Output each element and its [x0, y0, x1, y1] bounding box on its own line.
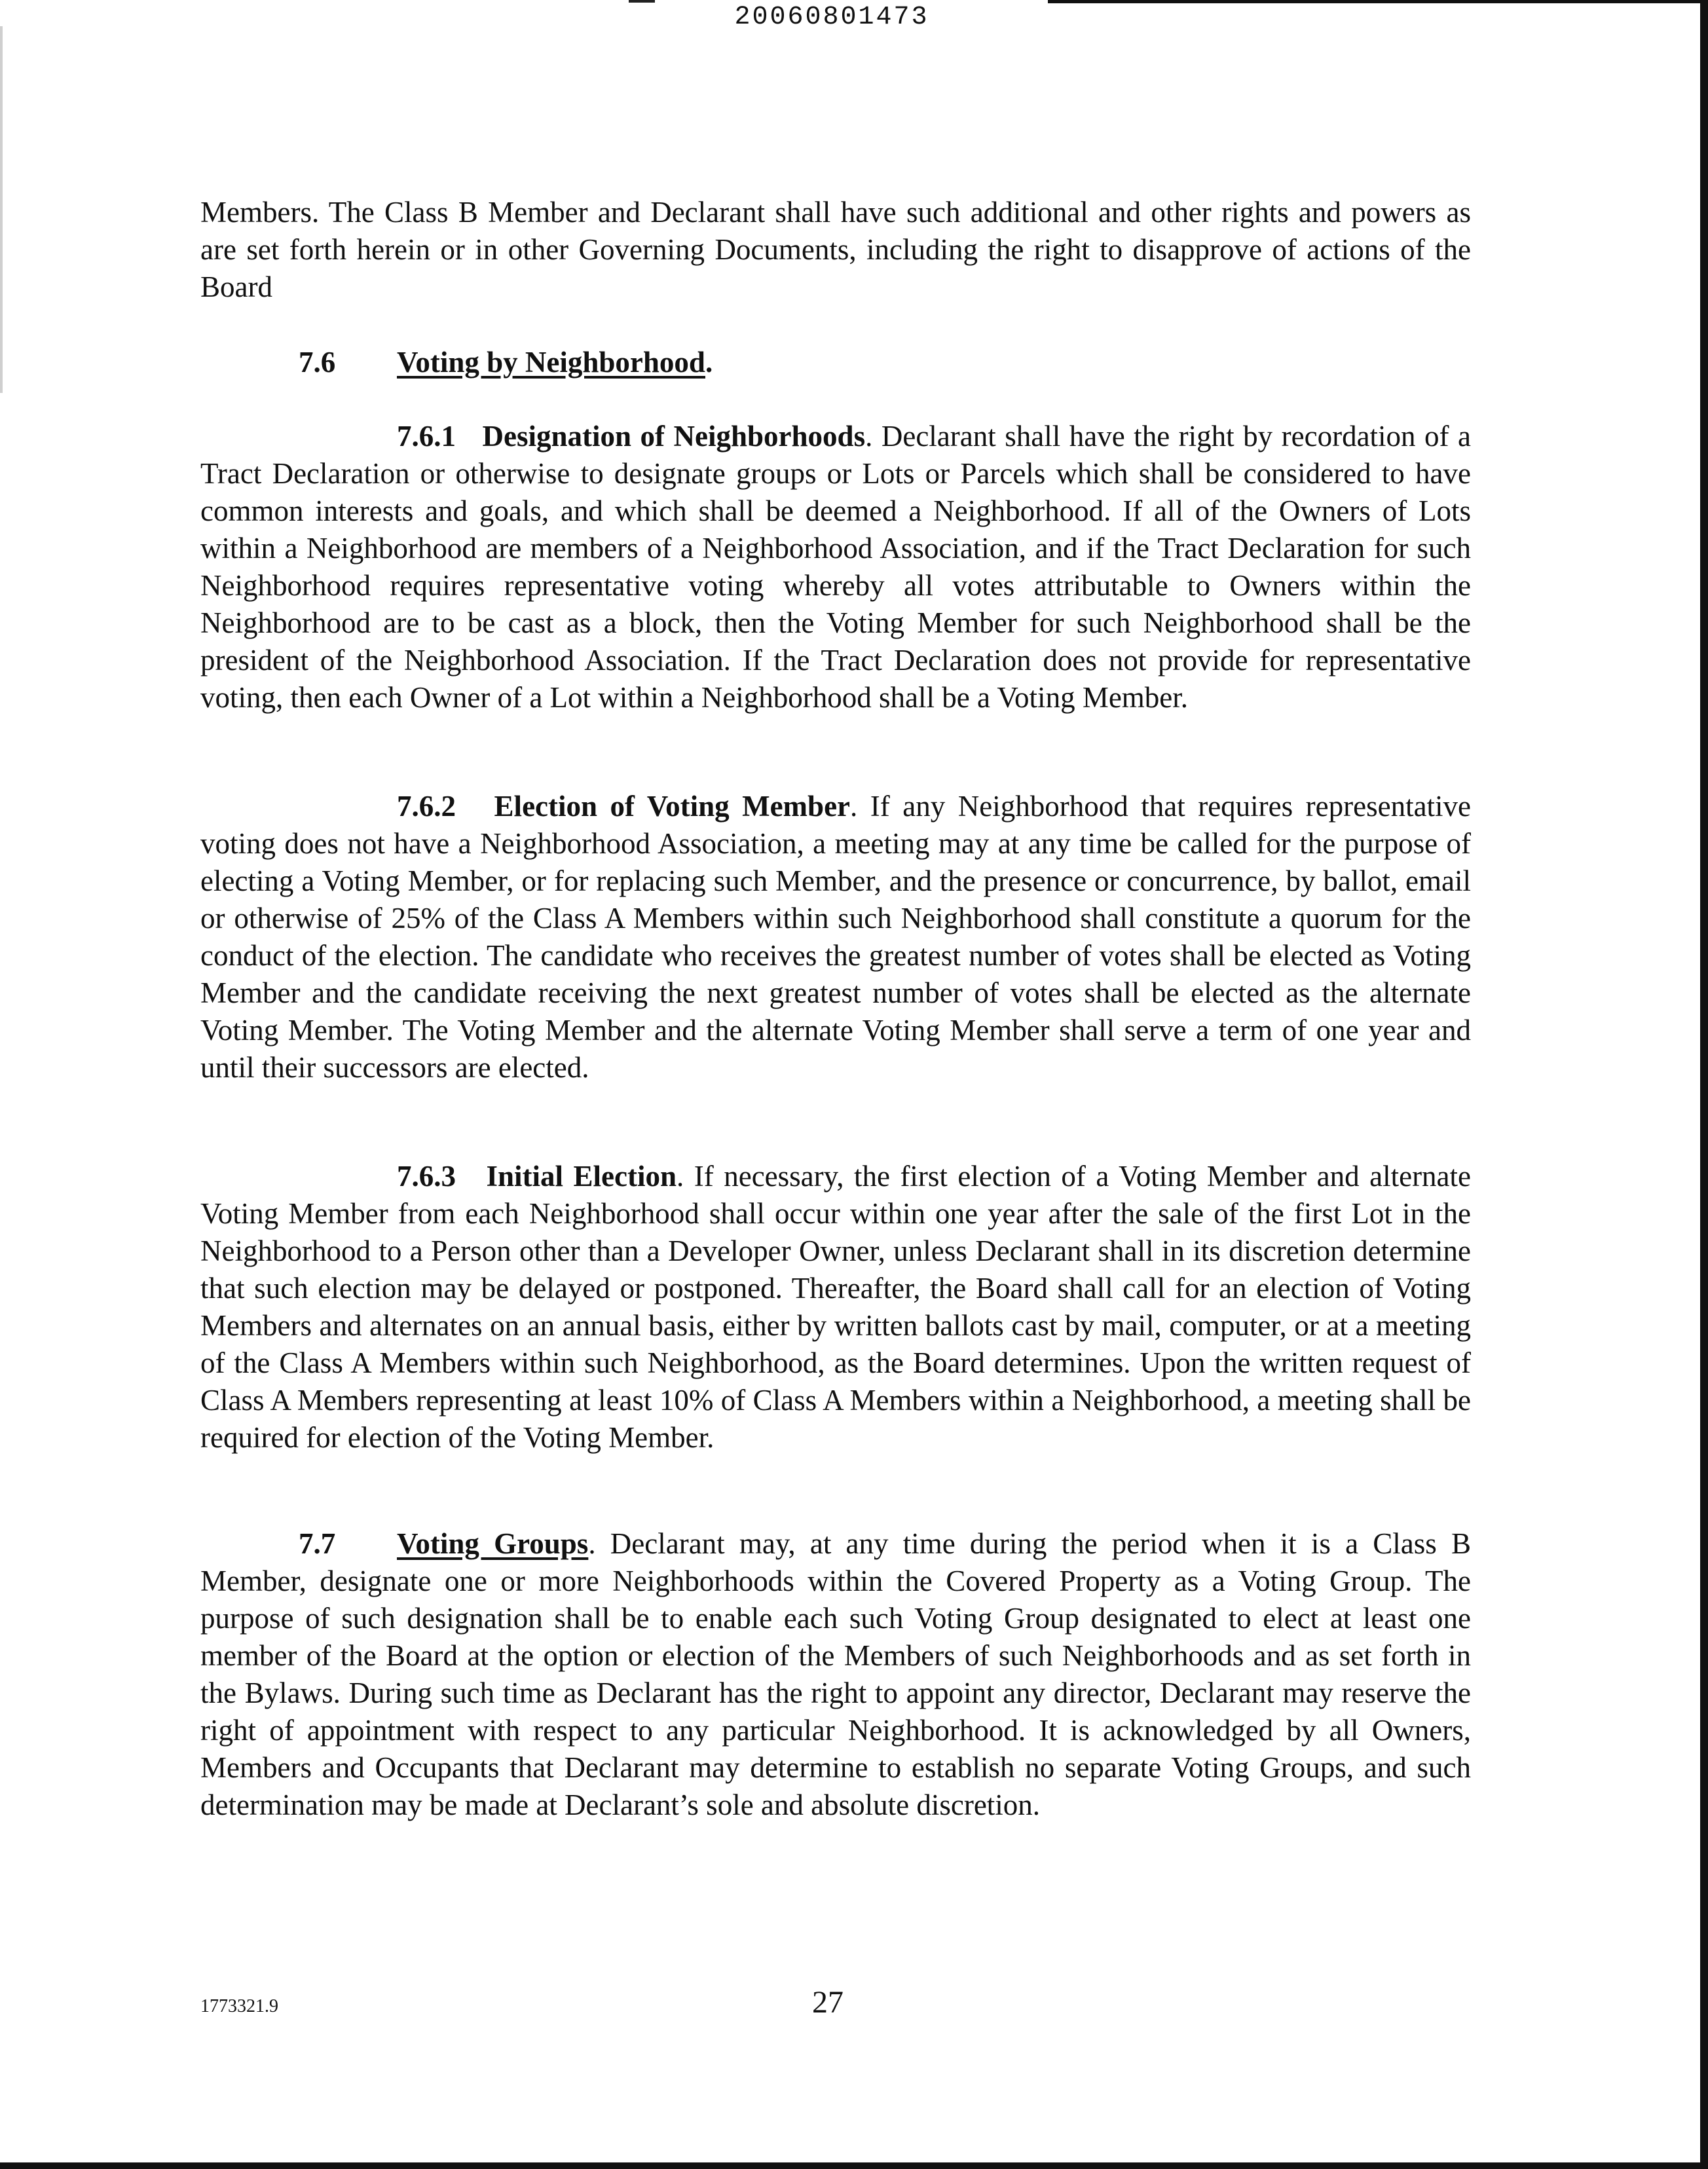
scan-border-bottom	[0, 2162, 1708, 2169]
scan-border-right	[1700, 0, 1708, 2169]
section-7-7-text: . Declarant may, at any time during the period when it is a Class B Member, designate one or more Neighborhoods within the Covered Property as a Voting Group. The purpose of such designation shall be to enable each such Voting Group designated to elect at least one member of the Board at the option or election of the Members of such Neighborhoods and as set forth in the Bylaws. During such time as Declarant has the right to appoint any director, Declarant may reserve the right of appointment with respect to any particular Neighborhood. It is acknowledged by all Owners, Members and Occupants that Declarant may determine to establish no separate Voting Groups, and such determination may be made at Declarant’s sole and absolute discretion.	[200, 1527, 1471, 1821]
section-7-6-1-text: . Declarant shall have the right by recordation of a Tract Declaration or otherwise to designate groups or Lots or Parcels which shall be considered to have common interests and goals, and which shall be deemed a Neighborhood. If all of the Owners of Lots within a Neighborhood are members of a Neighborhood Association, and if the Tract Declaration for such Neighborhood requires representative voting whereby all votes attributable to Owners within the Neighborhood are to be cast as a block, then the Voting Member for such Neighborhood shall be the president of the Neighborhood Association. If the Tract Declaration does not provide for representative voting, then each Owner of a Lot within a Neighborhood shall be a Voting Member.	[200, 420, 1472, 714]
section-7-6-1-title: Designation of Neighborhoods	[482, 420, 866, 453]
section-7-6-3-number: 7.6.3	[397, 1160, 456, 1193]
section-7-6-number: 7.6	[299, 346, 336, 379]
section-7-7-paragraph	[200, 1525, 1471, 1824]
intro-paragraph: Members. The Class B Member and Declarant shall have such additional and other rights and powers as are set forth herein or in other Governing Documents, including the right to disapprove of actions of the Board	[200, 196, 1471, 303]
section-7-6-period: .	[705, 346, 713, 379]
footer-document-id: 1773321.9	[200, 1996, 278, 2016]
section-7-6-2-text: . If any Neighborhood that requires representative voting does not have a Neighborhood Association, a meeting may at any time be called for the purpose of electing a Voting Member, or for replacing such Member, and the presence or concurrence, by ballot, email or otherwise of 25% of the Class A Members within such Neighborhood shall constitute a quorum for the conduct of the election. The candidate who receives the greatest number of votes shall be elected as Voting Member and the candidate receiving the next greatest number of votes shall be elected as the alternate Voting Member. The Voting Member and the alternate Voting Member shall serve a term of one year and until their successors are elected.	[200, 790, 1472, 1084]
section-7-6-3-paragraph	[200, 1158, 1471, 1456]
section-7-6-2-number: 7.6.2	[397, 790, 456, 823]
section-7-6-1-number: 7.6.1	[397, 420, 456, 453]
section-7-6-3-title: Initial Election	[486, 1160, 677, 1193]
section-7-7-number: 7.7	[299, 1527, 336, 1560]
scan-left-mark	[0, 26, 3, 393]
page-number: 27	[812, 1985, 844, 2020]
section-7-6-3-text: . If necessary, the first election of a Voting Member and alternate Voting Member from each Neighborhood shall occur within one year after the sale of the first Lot in the Neighborhood to a Person other than a Developer Owner, unless Declarant shall in its discretion determine that such election may be delayed or postponed. Thereafter, the Board shall call for an election of Voting Members and alternates on an annual basis, either by written ballots cast by mail, computer, or at a meeting of the Class A Members within such Neighborhood, as the Board determines. Upon the written request of Class A Members representing at least 10% of Class A Members within a Neighborhood, a meeting shall be required for election of the Voting Member.	[200, 1160, 1471, 1454]
section-7-6-2-title: Election of Voting Member	[494, 790, 851, 823]
section-7-6-2-paragraph	[200, 788, 1471, 1086]
section-7-6-heading	[299, 344, 713, 381]
section-7-6-1-paragraph	[200, 418, 1471, 716]
recording-number: 20060801473	[734, 3, 929, 32]
section-7-6-title: Voting by Neighborhood	[397, 346, 705, 379]
section-7-7-title: Voting Groups	[397, 1527, 589, 1560]
